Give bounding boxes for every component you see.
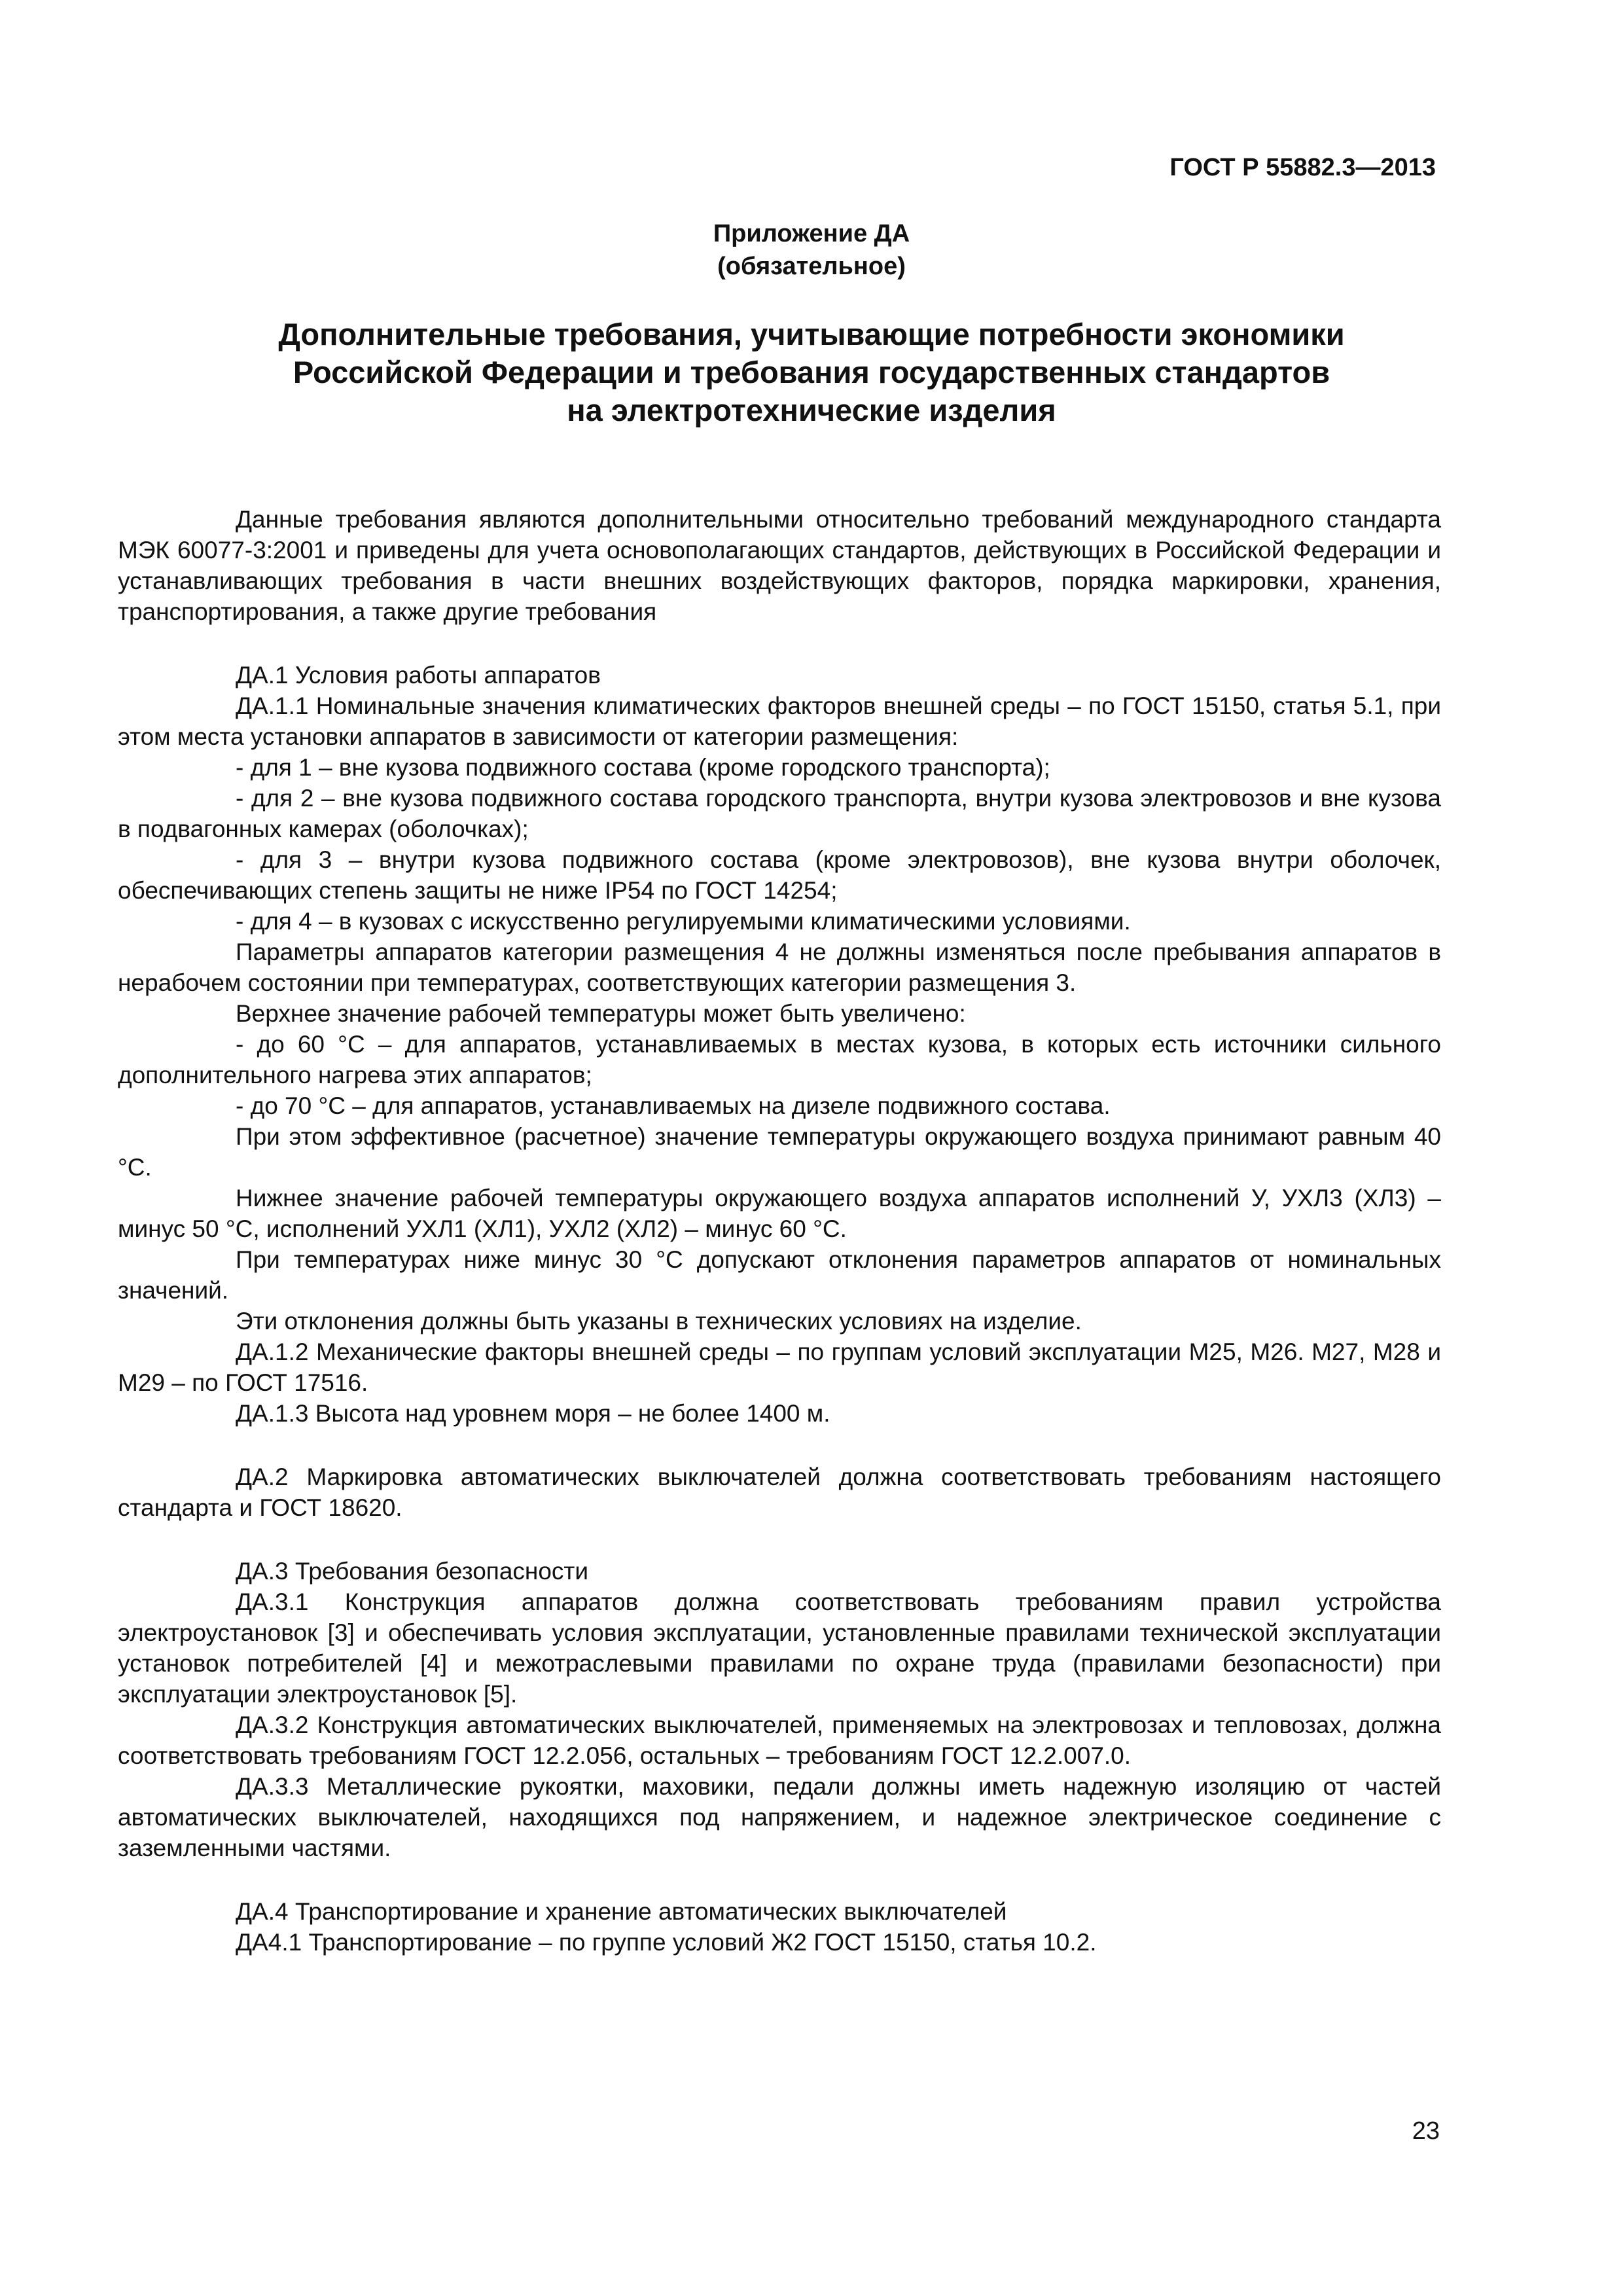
paragraph-effective-temperature: При этом эффективное (расчетное) значение температуры окружающего воздуха принимают равным 40 °С. bbox=[118, 1123, 1441, 1181]
annex-title-line: на электротехнические изделия bbox=[567, 393, 1056, 427]
annex-title-line: Российской Федерации и требования государственных стандартов bbox=[293, 355, 1330, 389]
list-item-60c: - до 60 °С – для аппаратов, устанавливаемых в местах кузова, в которых есть источники сильного дополнительного нагрева этих аппаратов; bbox=[118, 1031, 1441, 1088]
intro-paragraph: Данные требования являются дополнительными относительно требований международного стандарта МЭК 60077-3:2001 и приведены для учета основополагающих стандартов, действующих в Российской Федерации и устанавливающих требования в части внешних воздействующих факторов, порядка маркировки, хранения, транспортирования, а также другие требования bbox=[118, 506, 1441, 625]
section-heading-da3: ДА.3 Требования безопасности bbox=[236, 1558, 589, 1585]
paragraph-da3-3: ДА.3.3 Металлические рукоятки, маховики, педали должны иметь надежную изоляцию от частей автоматических выключателей, находящихся под напряжением, и надежное электрическое соединение с заземленными частями. bbox=[118, 1773, 1441, 1861]
paragraph-da3-2: ДА.3.2 Конструкция автоматических выключателей, применяемых на электровозах и тепловозах, должна соответствовать требованиям ГОСТ 12.2.056, остальных – требованиям ГОСТ 12.2.007.0. bbox=[118, 1712, 1441, 1769]
annex-title-line: Дополнительные требования, учитывающие потребности экономики bbox=[278, 317, 1345, 351]
paragraph-technical-conditions: Эти отклонения должны быть указаны в технических условиях на изделие. bbox=[236, 1308, 1082, 1335]
standard-number: ГОСТ Р 55882.3—2013 bbox=[1169, 154, 1436, 181]
annex-label: Приложение ДА bbox=[713, 220, 910, 247]
paragraph-da3-1: ДА.3.1 Конструкция аппаратов должна соответствовать требованиям правил устройства электроустановок [3] и обеспечивать условия эксплуатации, установленные правилами технической эксплуатации установок потребителей [4] и межотраслевыми правилами по охране труда (правилами безопасности) при эксплуатации электроустановок [5]. bbox=[118, 1588, 1441, 1708]
list-item-category-4: - для 4 – в кузовах с искусственно регулируемыми климатическими условиями. bbox=[236, 908, 1131, 935]
list-item-70c: - до 70 °С – для аппаратов, устанавливаемых на дизеле подвижного состава. bbox=[236, 1092, 1111, 1119]
section-heading-da1: ДА.1 Условия работы аппаратов bbox=[236, 662, 601, 689]
paragraph-da1-3: ДА.1.3 Высота над уровнем моря – не более 1400 м. bbox=[236, 1400, 830, 1427]
paragraph-da4-1: ДА4.1 Транспортирование – по группе условий Ж2 ГОСТ 15150, статья 10.2. bbox=[236, 1929, 1097, 1956]
paragraph-category-4-parameters: Параметры аппаратов категории размещения 4 не должны изменяться после пребывания аппаратов в нерабочем состоянии при температурах, соответствующих категории размещения 3. bbox=[118, 939, 1441, 996]
paragraph-da1-2: ДА.1.2 Механические факторы внешней среды – по группам условий эксплуатации М25, М26. М27, М28 и М29 – по ГОСТ 17516. bbox=[118, 1338, 1441, 1396]
list-item-category-1: - для 1 – вне кузова подвижного состава (кроме городского транспорта); bbox=[236, 754, 1050, 781]
paragraph-da2: ДА.2 Маркировка автоматических выключателей должна соответствовать требованиям настоящего стандарта и ГОСТ 18620. bbox=[118, 1463, 1441, 1521]
paragraph-upper-temperature: Верхнее значение рабочей температуры может быть увеличено: bbox=[236, 1000, 966, 1027]
document-body bbox=[118, 504, 1441, 1958]
paragraph-lower-temperature: Нижнее значение рабочей температуры окружающего воздуха аппаратов исполнений У, УХЛ3 (ХЛ3) – минус 50 °С, исполнений УХЛ1 (ХЛ1), УХЛ2 (ХЛ2) – минус 60 °С. bbox=[118, 1185, 1441, 1242]
annex-heading bbox=[0, 217, 1623, 283]
paragraph-deviations: При температурах ниже минус 30 °С допускают отклонения параметров аппаратов от номинальных значений. bbox=[118, 1246, 1441, 1304]
annex-title bbox=[157, 315, 1466, 429]
paragraph-da1-1: ДА.1.1 Номинальные значения климатических факторов внешней среды – по ГОСТ 15150, статья 5.1, при этом места установки аппаратов в зависимости от категории размещения: bbox=[118, 692, 1441, 750]
annex-status: (обязательное) bbox=[717, 253, 906, 280]
list-item-category-3: - для 3 – внутри кузова подвижного состава (кроме электровозов), вне кузова внутри оболочек, обеспечивающих степень защиты не ниже IP54 по ГОСТ 14254; bbox=[118, 846, 1441, 904]
page-number: 23 bbox=[1412, 2117, 1440, 2145]
section-heading-da4: ДА.4 Транспортирование и хранение автоматических выключателей bbox=[236, 1898, 1007, 1925]
list-item-category-2: - для 2 – вне кузова подвижного состава городского транспорта, внутри кузова электровозов и вне кузова в подвагонных камерах (оболочках); bbox=[118, 785, 1441, 842]
